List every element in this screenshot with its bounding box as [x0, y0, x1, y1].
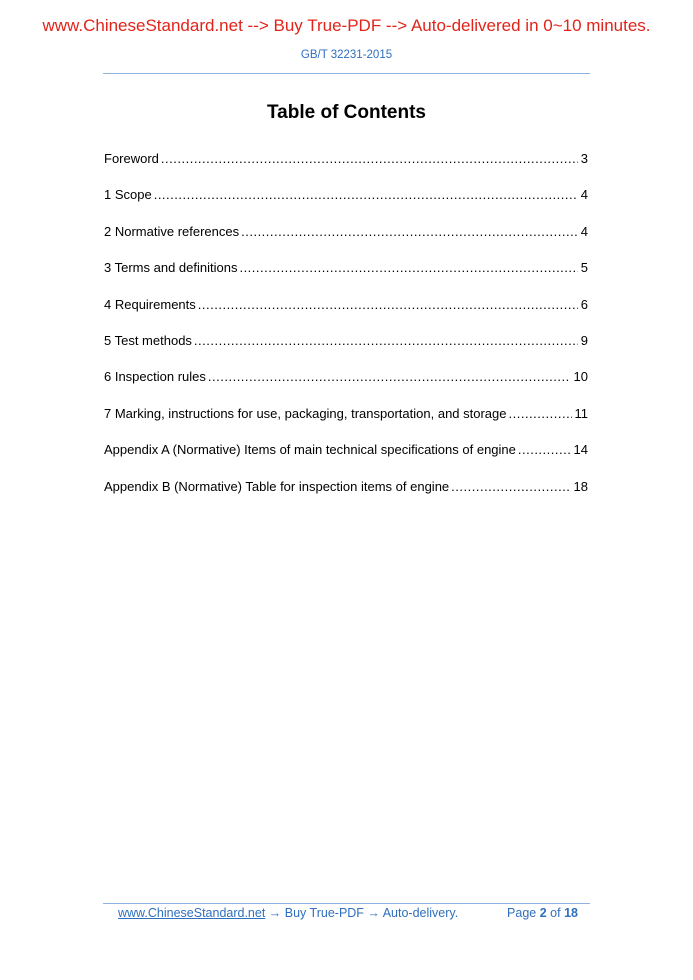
toc-entry-page: 9 — [580, 332, 588, 348]
toc-entry-page: 3 — [580, 151, 588, 166]
dot-leader — [154, 186, 578, 204]
toc-entry-page: 18 — [573, 478, 588, 494]
dot-leader — [518, 441, 571, 459]
toc-entry-marking-packaging[interactable] — [104, 405, 588, 441]
footer-divider — [103, 903, 590, 904]
toc-entry-label: 6 Inspection rules — [104, 369, 206, 385]
toc-entry-page: 14 — [573, 442, 588, 458]
header-divider — [103, 73, 590, 74]
dot-leader — [161, 150, 578, 168]
page-indicator — [507, 906, 578, 920]
footer-tagline: → Buy True-PDF → Auto-delivery. — [265, 906, 459, 920]
page-footer — [118, 906, 588, 920]
toc-entry-page: 11 — [574, 405, 588, 421]
promo-banner-link[interactable]: www.ChineseStandard.net --> Buy True-PDF --> Auto-delivered in 0~10 minutes. — [42, 16, 651, 35]
toc-entry-label: 2 Normative references — [104, 223, 240, 239]
toc-entry-foreword[interactable] — [104, 150, 588, 186]
toc-entry-scope[interactable] — [104, 186, 588, 222]
dot-leader — [198, 296, 578, 314]
dot-leader — [208, 368, 571, 386]
toc-entry-page: 4 — [580, 223, 588, 239]
toc-entry-page: 5 — [580, 260, 588, 276]
toc-entry-label: 3 Terms and definitions — [104, 260, 238, 276]
dot-leader — [194, 332, 578, 350]
toc-entry-page: 10 — [573, 369, 588, 385]
toc-entry-label: Appendix B (Normative) Table for inspection items of engine — [104, 478, 450, 494]
toc-entry-test-methods[interactable] — [104, 332, 588, 368]
dot-leader — [509, 405, 572, 423]
of-word: of — [550, 906, 561, 920]
toc-entry-label: Appendix A (Normative) Items of main technical specifications of engine — [104, 442, 516, 458]
toc-entry-label: 4 Requirements — [104, 296, 196, 312]
current-page-number: 2 — [539, 906, 547, 920]
toc-entry-requirements[interactable] — [104, 296, 588, 332]
total-page-count: 18 — [564, 906, 578, 920]
footer-site-link[interactable]: www.ChineseStandard.net — [118, 906, 266, 920]
toc-entry-label: 5 Test methods — [104, 332, 192, 348]
dot-leader — [239, 259, 577, 277]
toc-entry-label: 7 Marking, instructions for use, packaging, transportation, and storage — [104, 405, 507, 421]
toc-entry-appendix-b[interactable] — [104, 478, 588, 514]
page-title: Table of Contents — [266, 102, 427, 123]
toc-entry-terms-and-definitions[interactable] — [104, 259, 588, 295]
toc-entry-page: 6 — [580, 296, 588, 312]
standard-code: GB/T 32231-2015 — [300, 49, 393, 61]
page-word: Page — [507, 906, 537, 920]
toc-entry-appendix-a[interactable] — [104, 441, 588, 477]
toc-entry-label: 1 Scope — [104, 187, 152, 203]
toc-entry-label: Foreword — [104, 151, 159, 166]
toc-entry-inspection-rules[interactable] — [104, 368, 588, 404]
toc-entry-page: 4 — [580, 187, 588, 203]
toc-entry-normative-references[interactable] — [104, 223, 588, 259]
dot-leader — [241, 223, 578, 241]
dot-leader — [451, 478, 570, 496]
table-of-contents — [104, 150, 588, 514]
